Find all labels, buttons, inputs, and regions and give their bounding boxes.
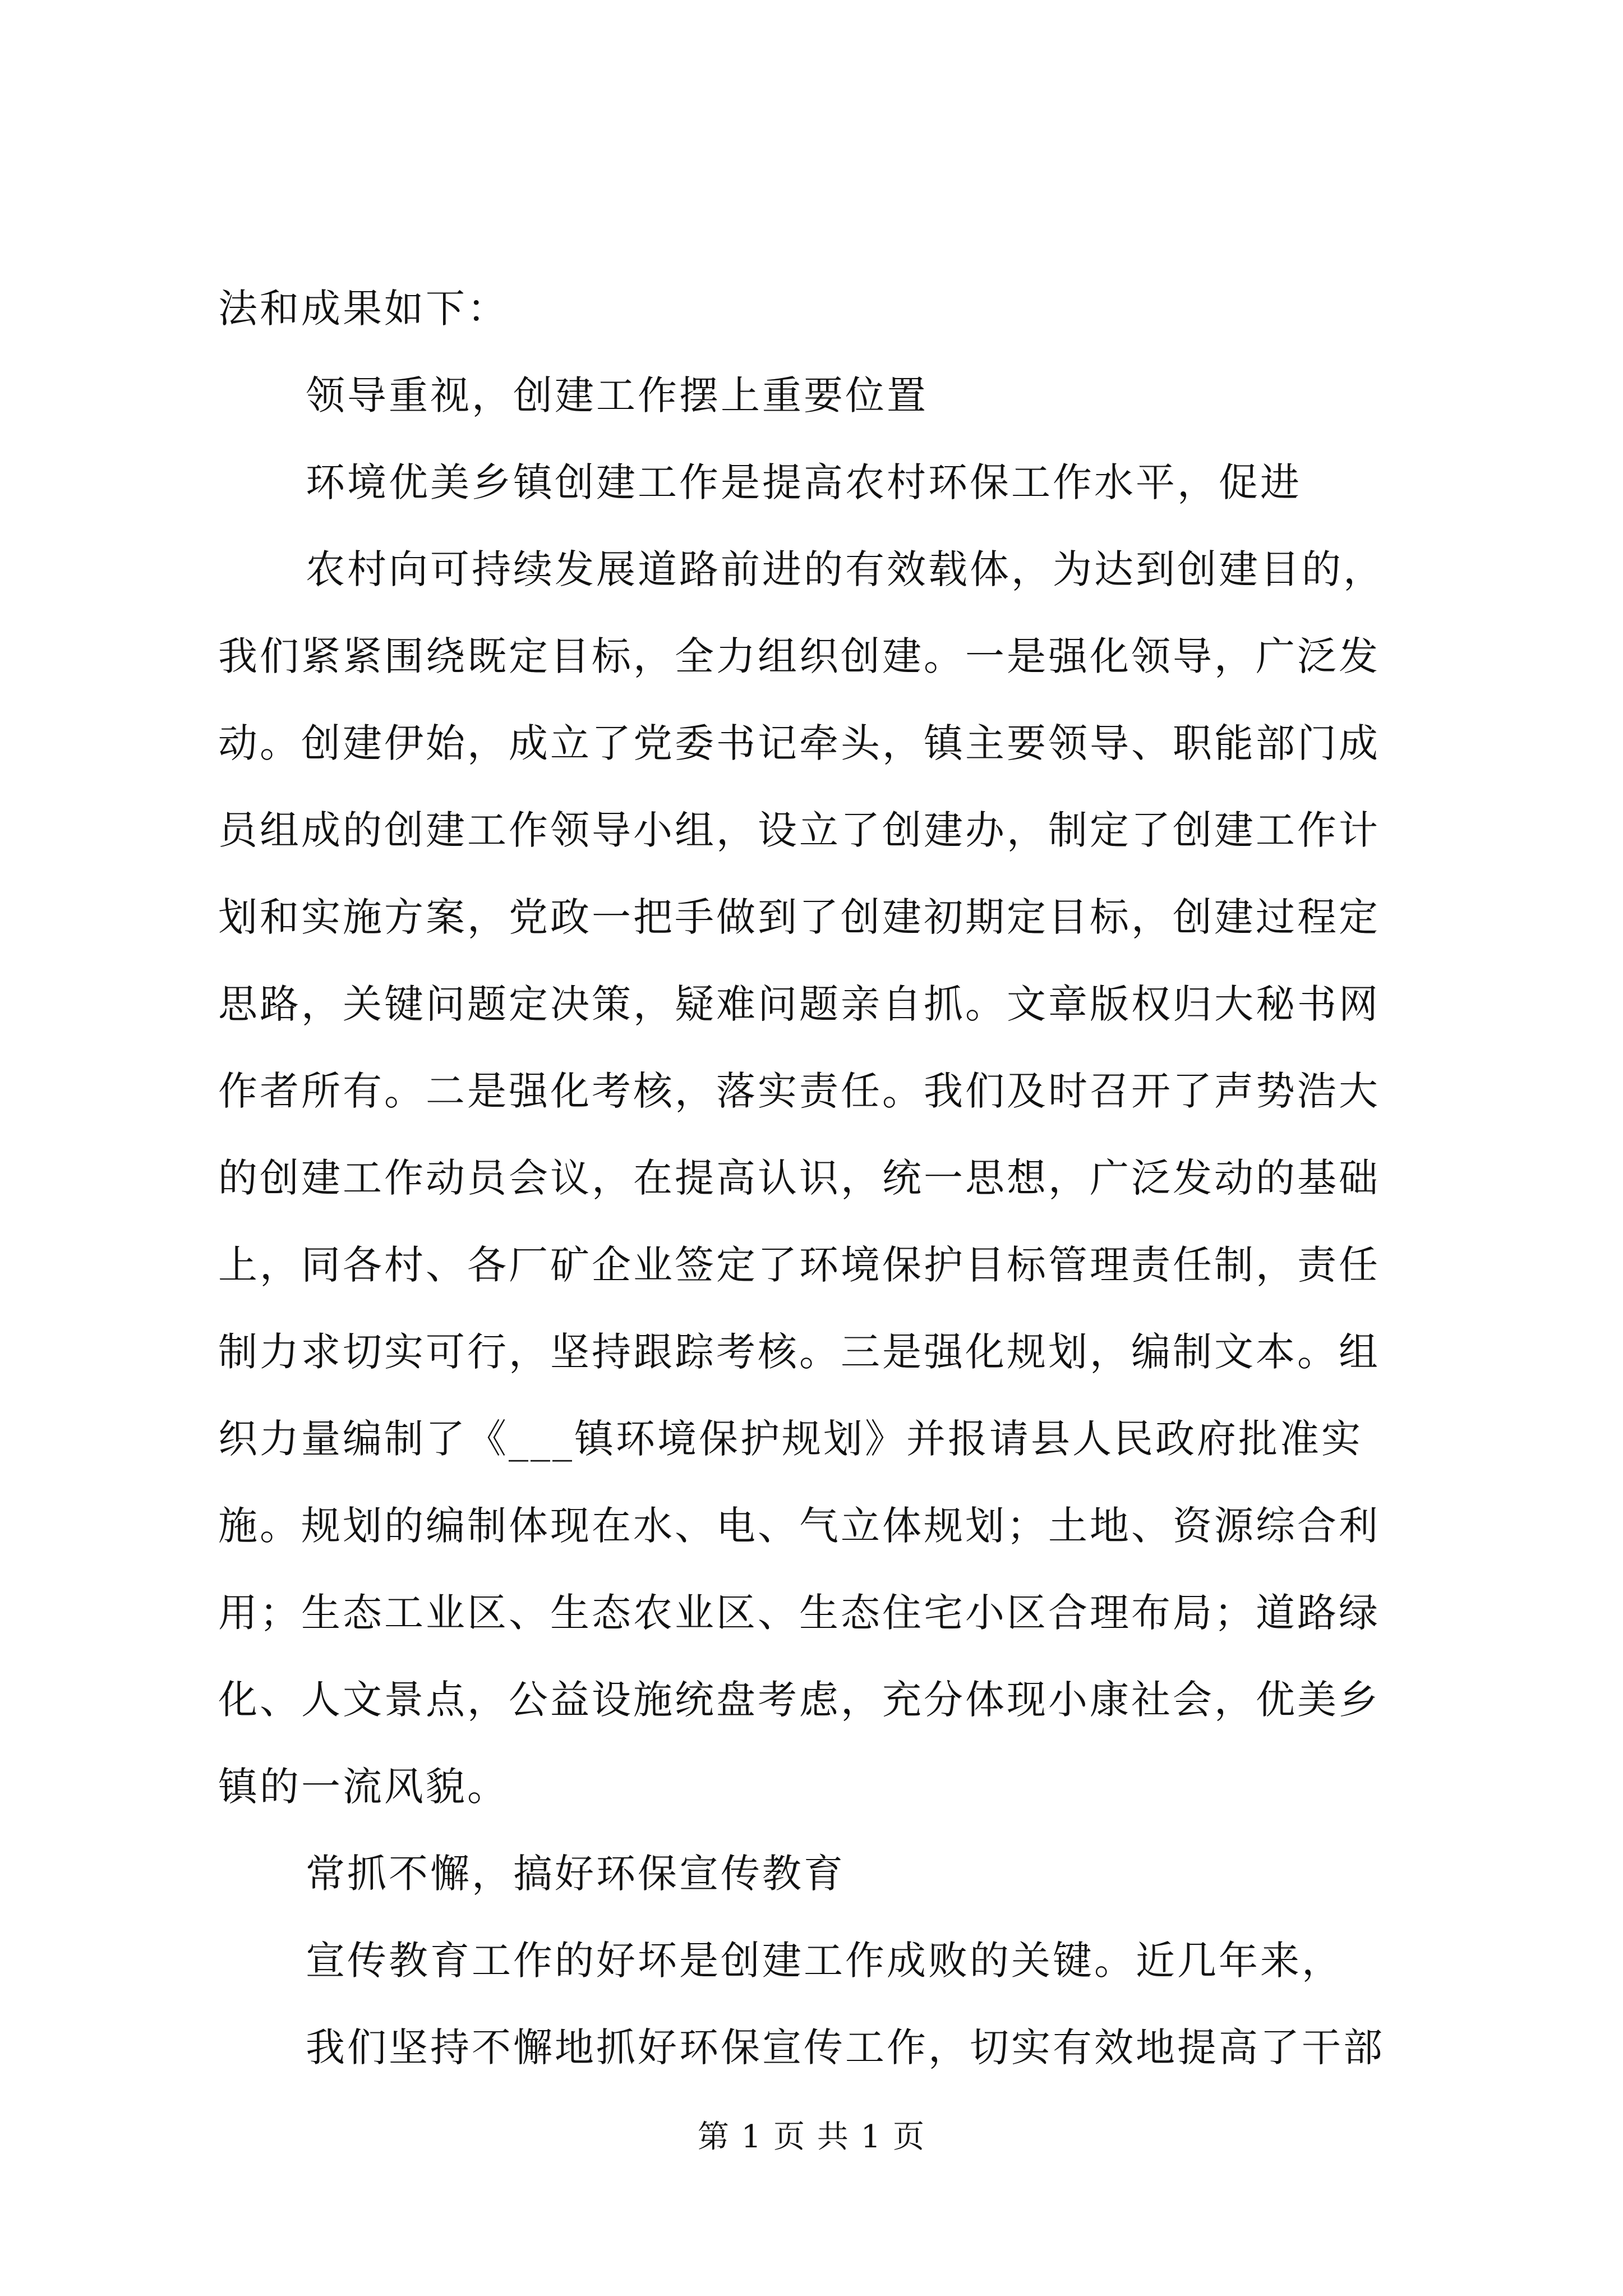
body-text-line: 用；生态工业区、生态农业区、生态住宅小区合理布局；道路绿 (218, 1590, 1380, 1636)
body-text-line: 法和成果如下： (218, 286, 509, 332)
body-text-line: 织力量编制了《___镇环境保护规划》并报请县人民政府批准实 (218, 1416, 1363, 1462)
body-text-line: 我们紧紧围绕既定目标，全力组织创建。一是强化领导，广泛发 (218, 633, 1380, 679)
body-text-line: 划和实施方案，党政一把手做到了创建初期定目标，创建过程定 (218, 894, 1380, 940)
body-text-line: 环境优美乡镇创建工作是提高农村环保工作水平，促进 (306, 459, 1302, 505)
body-text-line: 动。创建伊始，成立了党委书记牵头，镇主要领导、职能部门成 (218, 720, 1380, 766)
body-text-line: 的创建工作动员会议，在提高认识，统一思想，广泛发动的基础 (218, 1155, 1380, 1201)
body-text-line: 农村向可持续发展道路前进的有效载体，为达到创建目的， (306, 546, 1385, 592)
body-text-line: 镇的一流风貌。 (218, 1764, 509, 1810)
body-text-line: 员组成的创建工作领导小组，设立了创建办，制定了创建工作计 (218, 807, 1380, 853)
body-text-line: 宣传教育工作的好坏是创建工作成败的关键。近几年来， (306, 1938, 1343, 1984)
body-text-line: 制力求切实可行，坚持跟踪考核。三是强化规划，编制文本。组 (218, 1329, 1380, 1375)
section-heading: 常抓不懈，搞好环保宣传教育 (306, 1851, 845, 1897)
body-text-line: 施。规划的编制体现在水、电、气立体规划；土地、资源综合利 (218, 1503, 1380, 1549)
body-text-line: 思路，关键问题定决策，疑难问题亲自抓。文章版权归大秘书网 (218, 981, 1380, 1027)
body-text-line: 上，同各村、各厂矿企业签定了环境保护目标管理责任制，责任 (218, 1242, 1380, 1288)
body-text-line: 作者所有。二是强化考核，落实责任。我们及时召开了声势浩大 (218, 1068, 1380, 1114)
page-footer: 第 1 页 共 1 页 (697, 2119, 926, 2155)
body-text-line: 我们坚持不懈地抓好环保宣传工作，切实有效地提高了干部 (306, 2024, 1385, 2070)
body-text-line: 化、人文景点，公益设施统盘考虑，充分体现小康社会，优美乡 (218, 1677, 1380, 1723)
section-heading: 领导重视，创建工作摆上重要位置 (306, 372, 928, 418)
